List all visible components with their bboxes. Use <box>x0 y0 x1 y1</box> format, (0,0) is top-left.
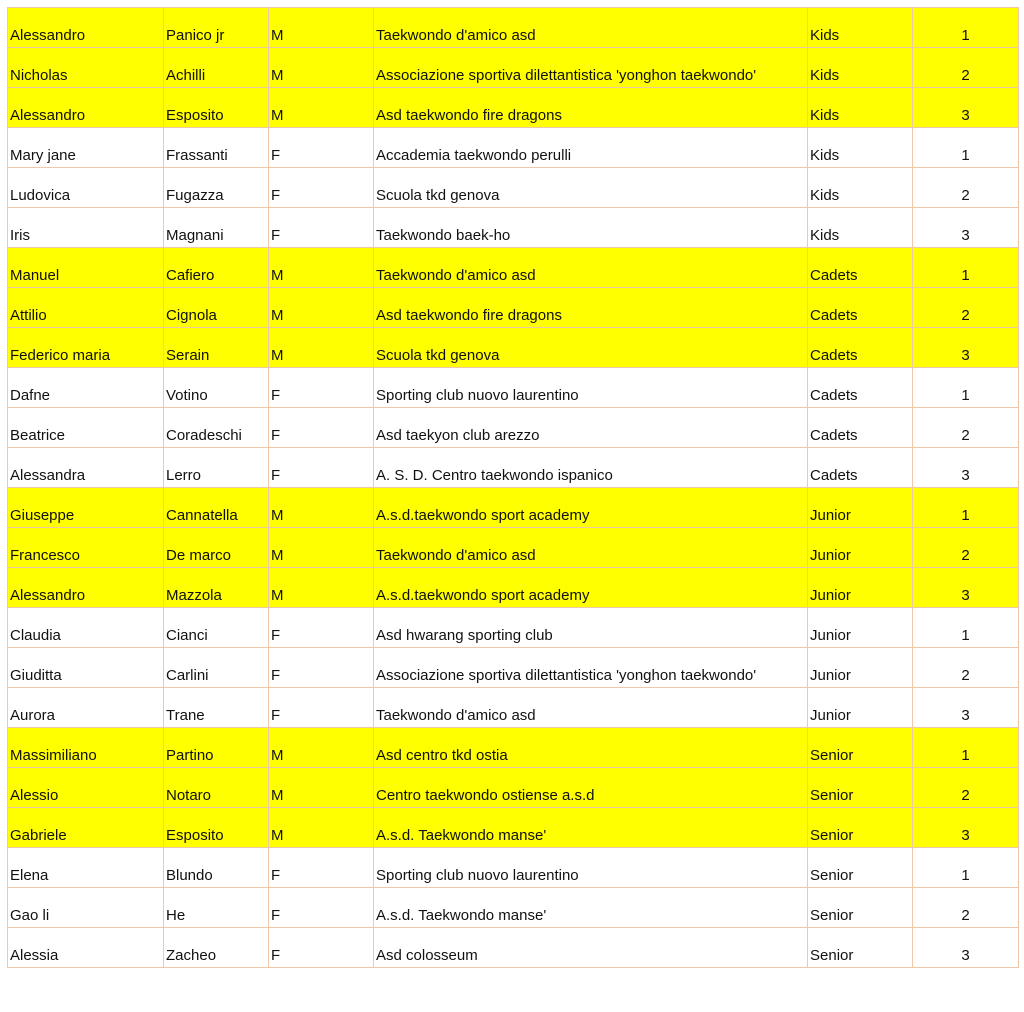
last-name-cell[interactable]: Cianci <box>164 608 269 648</box>
table-row <box>8 168 1019 208</box>
sex-cell[interactable]: M <box>269 88 374 128</box>
table-row <box>8 488 1019 528</box>
sex-cell[interactable]: F <box>269 408 374 448</box>
category-cell[interactable]: Cadets <box>808 288 913 328</box>
place-cell[interactable]: 1 <box>913 728 1019 768</box>
last-name-cell[interactable]: De marco <box>164 528 269 568</box>
last-name-cell[interactable]: Cafiero <box>164 248 269 288</box>
last-name-cell[interactable]: Carlini <box>164 648 269 688</box>
first-name-cell[interactable]: Gabriele <box>8 808 164 848</box>
last-name-cell[interactable]: Notaro <box>164 768 269 808</box>
last-name-cell[interactable]: Serain <box>164 328 269 368</box>
first-name-cell[interactable]: Claudia <box>8 608 164 648</box>
first-name-cell[interactable]: Alessandro <box>8 8 164 48</box>
last-name-cell[interactable]: Lerro <box>164 448 269 488</box>
first-name-cell[interactable]: Elena <box>8 848 164 888</box>
club-cell[interactable]: A.s.d. Taekwondo manse' <box>374 808 808 848</box>
sex-cell[interactable]: M <box>269 248 374 288</box>
sex-cell[interactable]: F <box>269 688 374 728</box>
category-cell[interactable]: Junior <box>808 688 913 728</box>
club-cell[interactable]: A. S. D. Centro taekwondo ispanico <box>374 448 808 488</box>
place-cell[interactable]: 3 <box>913 688 1019 728</box>
table-row <box>8 648 1019 688</box>
table-row <box>8 48 1019 88</box>
category-cell[interactable]: Cadets <box>808 368 913 408</box>
place-cell[interactable]: 2 <box>913 648 1019 688</box>
table-row <box>8 608 1019 648</box>
sex-cell[interactable]: M <box>269 568 374 608</box>
table-row <box>8 808 1019 848</box>
first-name-cell[interactable]: Attilio <box>8 288 164 328</box>
category-cell[interactable]: Junior <box>808 648 913 688</box>
sex-cell[interactable]: M <box>269 528 374 568</box>
sex-cell[interactable]: M <box>269 768 374 808</box>
place-cell[interactable]: 3 <box>913 928 1019 968</box>
category-cell[interactable]: Kids <box>808 168 913 208</box>
table-row <box>8 928 1019 968</box>
first-name-cell[interactable]: Alessandro <box>8 568 164 608</box>
sex-cell[interactable]: M <box>269 488 374 528</box>
place-cell[interactable]: 2 <box>913 768 1019 808</box>
category-cell[interactable]: Cadets <box>808 408 913 448</box>
last-name-cell[interactable]: Magnani <box>164 208 269 248</box>
last-name-cell[interactable]: Cannatella <box>164 488 269 528</box>
sex-cell[interactable]: F <box>269 368 374 408</box>
sex-cell[interactable]: F <box>269 648 374 688</box>
category-cell[interactable]: Kids <box>808 208 913 248</box>
last-name-cell[interactable]: Frassanti <box>164 128 269 168</box>
sex-cell[interactable]: F <box>269 888 374 928</box>
first-name-cell[interactable]: Ludovica <box>8 168 164 208</box>
table-row <box>8 728 1019 768</box>
last-name-cell[interactable]: Cignola <box>164 288 269 328</box>
table-row <box>8 248 1019 288</box>
place-cell[interactable]: 1 <box>913 8 1019 48</box>
place-cell[interactable]: 2 <box>913 888 1019 928</box>
first-name-cell[interactable]: Beatrice <box>8 408 164 448</box>
place-cell[interactable]: 2 <box>913 48 1019 88</box>
first-name-cell[interactable]: Federico maria <box>8 328 164 368</box>
last-name-cell[interactable]: Esposito <box>164 88 269 128</box>
club-cell[interactable]: Asd taekwondo fire dragons <box>374 288 808 328</box>
table-row <box>8 128 1019 168</box>
place-cell[interactable]: 2 <box>913 168 1019 208</box>
club-cell[interactable]: Asd centro tkd ostia <box>374 728 808 768</box>
last-name-cell[interactable]: He <box>164 888 269 928</box>
club-cell[interactable]: Taekwondo d'amico asd <box>374 8 808 48</box>
table-row <box>8 208 1019 248</box>
first-name-cell[interactable]: Gao li <box>8 888 164 928</box>
table-row <box>8 288 1019 328</box>
category-cell[interactable]: Cadets <box>808 328 913 368</box>
club-cell[interactable]: Asd taekyon club arezzo <box>374 408 808 448</box>
category-cell[interactable]: Senior <box>808 768 913 808</box>
place-cell[interactable]: 1 <box>913 128 1019 168</box>
first-name-cell[interactable]: Aurora <box>8 688 164 728</box>
table-row <box>8 768 1019 808</box>
first-name-cell[interactable]: Giuditta <box>8 648 164 688</box>
category-cell[interactable]: Senior <box>808 928 913 968</box>
club-cell[interactable]: Scuola tkd genova <box>374 328 808 368</box>
sex-cell[interactable]: M <box>269 8 374 48</box>
table-row <box>8 88 1019 128</box>
first-name-cell[interactable]: Giuseppe <box>8 488 164 528</box>
table-row <box>8 528 1019 568</box>
results-table-body <box>8 8 1019 968</box>
first-name-cell[interactable]: Manuel <box>8 248 164 288</box>
place-cell[interactable]: 2 <box>913 528 1019 568</box>
category-cell[interactable]: Junior <box>808 568 913 608</box>
place-cell[interactable]: 3 <box>913 328 1019 368</box>
table-row <box>8 8 1019 48</box>
category-cell[interactable]: Kids <box>808 88 913 128</box>
first-name-cell[interactable]: Mary jane <box>8 128 164 168</box>
club-cell[interactable]: A.s.d. Taekwondo manse' <box>374 888 808 928</box>
first-name-cell[interactable]: Francesco <box>8 528 164 568</box>
category-cell[interactable]: Kids <box>808 48 913 88</box>
place-cell[interactable]: 1 <box>913 608 1019 648</box>
table-row <box>8 368 1019 408</box>
first-name-cell[interactable]: Dafne <box>8 368 164 408</box>
club-cell[interactable]: A.s.d.taekwondo sport academy <box>374 568 808 608</box>
place-cell[interactable]: 3 <box>913 448 1019 488</box>
category-cell[interactable]: Senior <box>808 848 913 888</box>
first-name-cell[interactable]: Nicholas <box>8 48 164 88</box>
place-cell[interactable]: 3 <box>913 88 1019 128</box>
sex-cell[interactable]: M <box>269 288 374 328</box>
table-row <box>8 688 1019 728</box>
club-cell[interactable]: Taekwondo d'amico asd <box>374 248 808 288</box>
last-name-cell[interactable]: Zacheo <box>164 928 269 968</box>
last-name-cell[interactable]: Blundo <box>164 848 269 888</box>
sex-cell[interactable]: F <box>269 848 374 888</box>
last-name-cell[interactable]: Panico jr <box>164 8 269 48</box>
table-row <box>8 328 1019 368</box>
last-name-cell[interactable]: Trane <box>164 688 269 728</box>
category-cell[interactable]: Junior <box>808 528 913 568</box>
sex-cell[interactable]: F <box>269 608 374 648</box>
place-cell[interactable]: 3 <box>913 808 1019 848</box>
sex-cell[interactable]: M <box>269 728 374 768</box>
club-cell[interactable]: Centro taekwondo ostiense a.s.d <box>374 768 808 808</box>
club-cell[interactable]: A.s.d.taekwondo sport academy <box>374 488 808 528</box>
table-row <box>8 448 1019 488</box>
club-cell[interactable]: Accademia taekwondo perulli <box>374 128 808 168</box>
results-table <box>7 7 1019 968</box>
category-cell[interactable]: Senior <box>808 728 913 768</box>
category-cell[interactable]: Cadets <box>808 448 913 488</box>
sex-cell[interactable]: F <box>269 448 374 488</box>
first-name-cell[interactable]: Massimiliano <box>8 728 164 768</box>
sex-cell[interactable]: F <box>269 128 374 168</box>
last-name-cell[interactable]: Votino <box>164 368 269 408</box>
first-name-cell[interactable]: Alessandro <box>8 88 164 128</box>
sex-cell[interactable]: M <box>269 808 374 848</box>
last-name-cell[interactable]: Partino <box>164 728 269 768</box>
club-cell[interactable]: Taekwondo baek-ho <box>374 208 808 248</box>
place-cell[interactable]: 2 <box>913 288 1019 328</box>
last-name-cell[interactable]: Achilli <box>164 48 269 88</box>
first-name-cell[interactable]: Alessandra <box>8 448 164 488</box>
last-name-cell[interactable]: Coradeschi <box>164 408 269 448</box>
category-cell[interactable]: Senior <box>808 808 913 848</box>
category-cell[interactable]: Kids <box>808 128 913 168</box>
place-cell[interactable]: 3 <box>913 568 1019 608</box>
place-cell[interactable]: 1 <box>913 368 1019 408</box>
club-cell[interactable]: Asd hwarang sporting club <box>374 608 808 648</box>
club-cell[interactable]: Asd taekwondo fire dragons <box>374 88 808 128</box>
first-name-cell[interactable]: Alessia <box>8 928 164 968</box>
sex-cell[interactable]: F <box>269 208 374 248</box>
place-cell[interactable]: 2 <box>913 408 1019 448</box>
club-cell[interactable]: Scuola tkd genova <box>374 168 808 208</box>
table-row <box>8 888 1019 928</box>
last-name-cell[interactable]: Mazzola <box>164 568 269 608</box>
category-cell[interactable]: Cadets <box>808 248 913 288</box>
category-cell[interactable]: Kids <box>808 8 913 48</box>
place-cell[interactable]: 1 <box>913 848 1019 888</box>
last-name-cell[interactable]: Esposito <box>164 808 269 848</box>
club-cell[interactable]: Taekwondo d'amico asd <box>374 688 808 728</box>
club-cell[interactable]: Sporting club nuovo laurentino <box>374 368 808 408</box>
table-row <box>8 848 1019 888</box>
first-name-cell[interactable]: Alessio <box>8 768 164 808</box>
place-cell[interactable]: 1 <box>913 248 1019 288</box>
club-cell[interactable]: Sporting club nuovo laurentino <box>374 848 808 888</box>
place-cell[interactable]: 1 <box>913 488 1019 528</box>
table-row <box>8 408 1019 448</box>
club-cell[interactable]: Associazione sportiva dilettantistica 'yonghon taekwondo' <box>374 648 808 688</box>
club-cell[interactable]: Asd colosseum <box>374 928 808 968</box>
sex-cell[interactable]: F <box>269 168 374 208</box>
sex-cell[interactable]: M <box>269 328 374 368</box>
sex-cell[interactable]: M <box>269 48 374 88</box>
first-name-cell[interactable]: Iris <box>8 208 164 248</box>
category-cell[interactable]: Senior <box>808 888 913 928</box>
table-row <box>8 568 1019 608</box>
category-cell[interactable]: Junior <box>808 488 913 528</box>
club-cell[interactable]: Associazione sportiva dilettantistica 'yonghon taekwondo' <box>374 48 808 88</box>
category-cell[interactable]: Junior <box>808 608 913 648</box>
sex-cell[interactable]: F <box>269 928 374 968</box>
last-name-cell[interactable]: Fugazza <box>164 168 269 208</box>
club-cell[interactable]: Taekwondo d'amico asd <box>374 528 808 568</box>
place-cell[interactable]: 3 <box>913 208 1019 248</box>
